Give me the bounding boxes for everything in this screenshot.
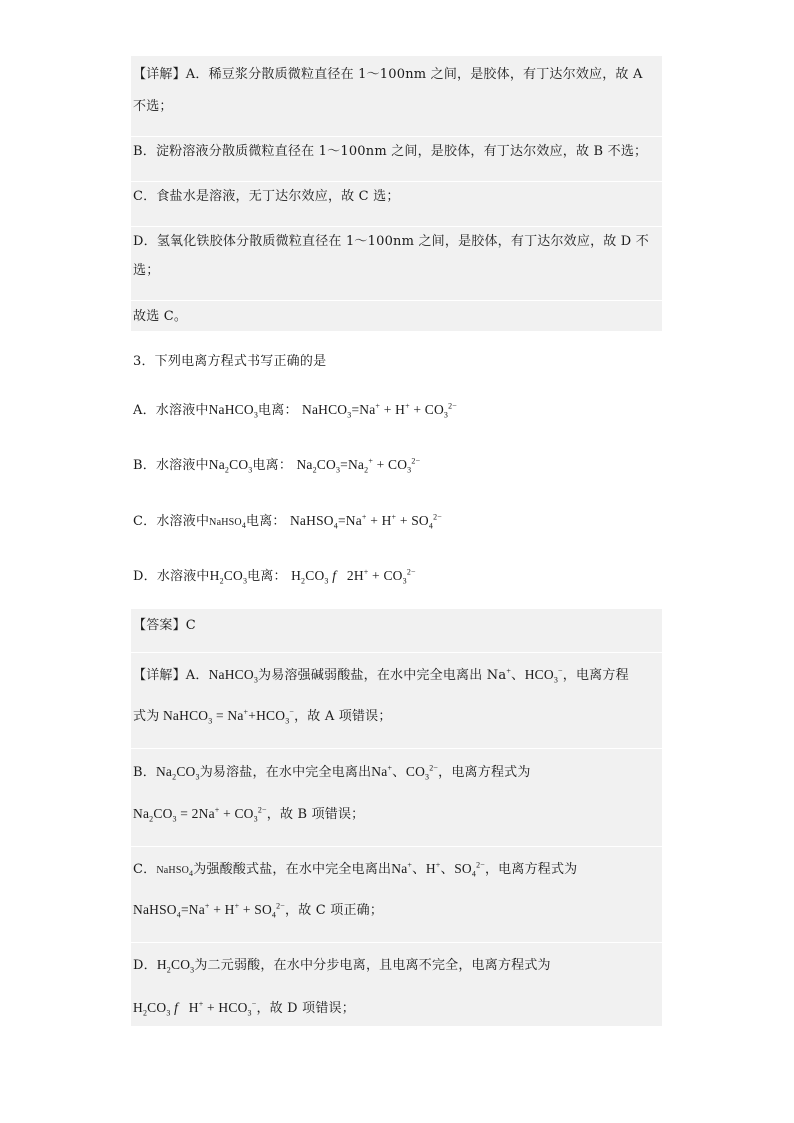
- option-b: [133, 456, 420, 475]
- formula: NaHCO$_3$: [208, 402, 259, 420]
- equation: $Na_2CO_3 = 2Na^+ + CO_3^{2-}$: [133, 805, 267, 824]
- formula: $Na_2CO_3$: [155, 764, 200, 782]
- option-a-suffix: 电离：: [258, 403, 298, 418]
- answer-d-line2: [133, 999, 355, 1018]
- question-stem: 3．下列电离方程式书写正确的是: [133, 354, 327, 369]
- divider: [131, 226, 662, 227]
- formula: NaHSO$_4$: [156, 865, 194, 878]
- answer-d-line1: [133, 956, 551, 975]
- answer-c-line2: [133, 901, 383, 920]
- equation: $H_2CO_3$ f $2H^+ + CO_3^{2-}$: [291, 567, 416, 586]
- option-a-prefix: A．水溶液中: [133, 403, 209, 418]
- option-c-prefix: C．水溶液中: [133, 514, 210, 529]
- answer-a-intro: 【详解】A．: [133, 668, 209, 683]
- answer-c-intro: C．: [133, 862, 157, 877]
- divider: [131, 846, 662, 847]
- option-d-suffix: 电离：: [247, 569, 287, 584]
- explanation-line: 选；: [133, 263, 160, 278]
- equation: $Na_2CO_3=Na_2^+ + CO_3^{2-}$: [296, 456, 421, 475]
- option-c-suffix: 电离：: [246, 514, 286, 529]
- answer-a-text: ，电离方程: [562, 668, 629, 683]
- formula: $H_2CO_3$: [156, 957, 195, 975]
- explanation-line: D．氢氧化铁胶体分散质微粒直径在 1～100nm 之间，是胶体，有丁达尔效应，故 D 不: [133, 234, 649, 249]
- answer-b-text: ，电离方程式为: [438, 765, 531, 780]
- answer-d-text: ，故 D 项错误；: [256, 1001, 355, 1016]
- answer-a-line2: [133, 707, 392, 726]
- formula: NaHSO$_4$: [209, 517, 247, 530]
- answer-b-intro: B．: [133, 765, 156, 780]
- option-c: [133, 512, 442, 532]
- answer-c-text: ，故 C 项正确；: [285, 903, 384, 918]
- explanation-line: B．淀粉溶液分散质微粒直径在 1～100nm 之间，是胶体，有丁达尔效应，故 B 不选；: [133, 144, 648, 159]
- option-d-prefix: D．水溶液中: [133, 569, 210, 584]
- equation: NaHSO$_4$=Na+ + $H^+ + SO_4^{2-}$: [133, 901, 286, 920]
- option-d: [133, 567, 416, 586]
- divider: [131, 181, 662, 182]
- answer-a-text: ，故 A 项错误；: [294, 709, 392, 724]
- equation: NaHCO$_3$=Na+ + $H^+ + CO_3^{2-}$: [302, 401, 458, 420]
- answer-c-text: ，电离方程式为: [484, 862, 578, 877]
- formula: +、$HCO_3^-$: [506, 666, 563, 685]
- option-b-suffix: 电离：: [252, 458, 293, 473]
- answer-c-text: 为强酸酸式盐，在水中完全电离出: [193, 862, 392, 877]
- formula: $Na_2CO_3$: [208, 457, 253, 475]
- divider: [131, 136, 662, 137]
- divider: [131, 652, 662, 653]
- explanation-line: C．食盐水是溶液，无丁达尔效应，故 C 选；: [133, 189, 400, 204]
- answer-b-text: ，故 B 项错误；: [266, 807, 365, 822]
- equation: $H_2CO_3$ f $H^+ + HCO_3^-$: [133, 999, 257, 1018]
- answer-c-line1: [133, 860, 577, 880]
- formula: Na+、H+、$SO_4^{2-}$: [391, 860, 485, 879]
- explanation-line: 【详解】A．稀豆浆分散质微粒直径在 1～100nm 之间，是胶体，有丁达尔效应，故 A: [133, 67, 643, 82]
- formula: Na+、$CO_3^{2-}$: [371, 763, 439, 782]
- explanation-line: 不选；: [133, 99, 173, 114]
- answer-a-line1: [133, 666, 629, 685]
- option-a: [133, 401, 457, 420]
- divider: [131, 942, 662, 943]
- formula: NaHCO$_3$: [208, 667, 259, 685]
- answer-label: 【答案】C: [133, 618, 196, 633]
- answer-d-text: 为二元弱酸，在水中分步电离，且电离不完全，电离方程式为: [194, 958, 551, 973]
- explanation-line: 故选 C。: [133, 309, 188, 324]
- answer-d-intro: D．: [133, 958, 157, 973]
- equation: NaHSO$_4$=Na+ + $H^+ + SO_4^{2-}$: [289, 512, 443, 531]
- equation: NaHCO$_3$ = $Na^++HCO_3^-$: [159, 707, 295, 726]
- answer-a-text: 为易溶强碱弱酸盐，在水中完全电离出 Na: [258, 668, 507, 683]
- divider: [131, 748, 662, 749]
- answer-a-text: 式为: [133, 709, 160, 724]
- answer-b-text: 为易溶盐，在水中完全电离出: [199, 765, 372, 780]
- divider: [131, 300, 662, 301]
- answer-b-line1: [133, 763, 531, 782]
- formula: $H_2CO_3$: [209, 568, 248, 586]
- answer-b-line2: [133, 805, 364, 824]
- option-b-prefix: B．水溶液中: [133, 458, 209, 473]
